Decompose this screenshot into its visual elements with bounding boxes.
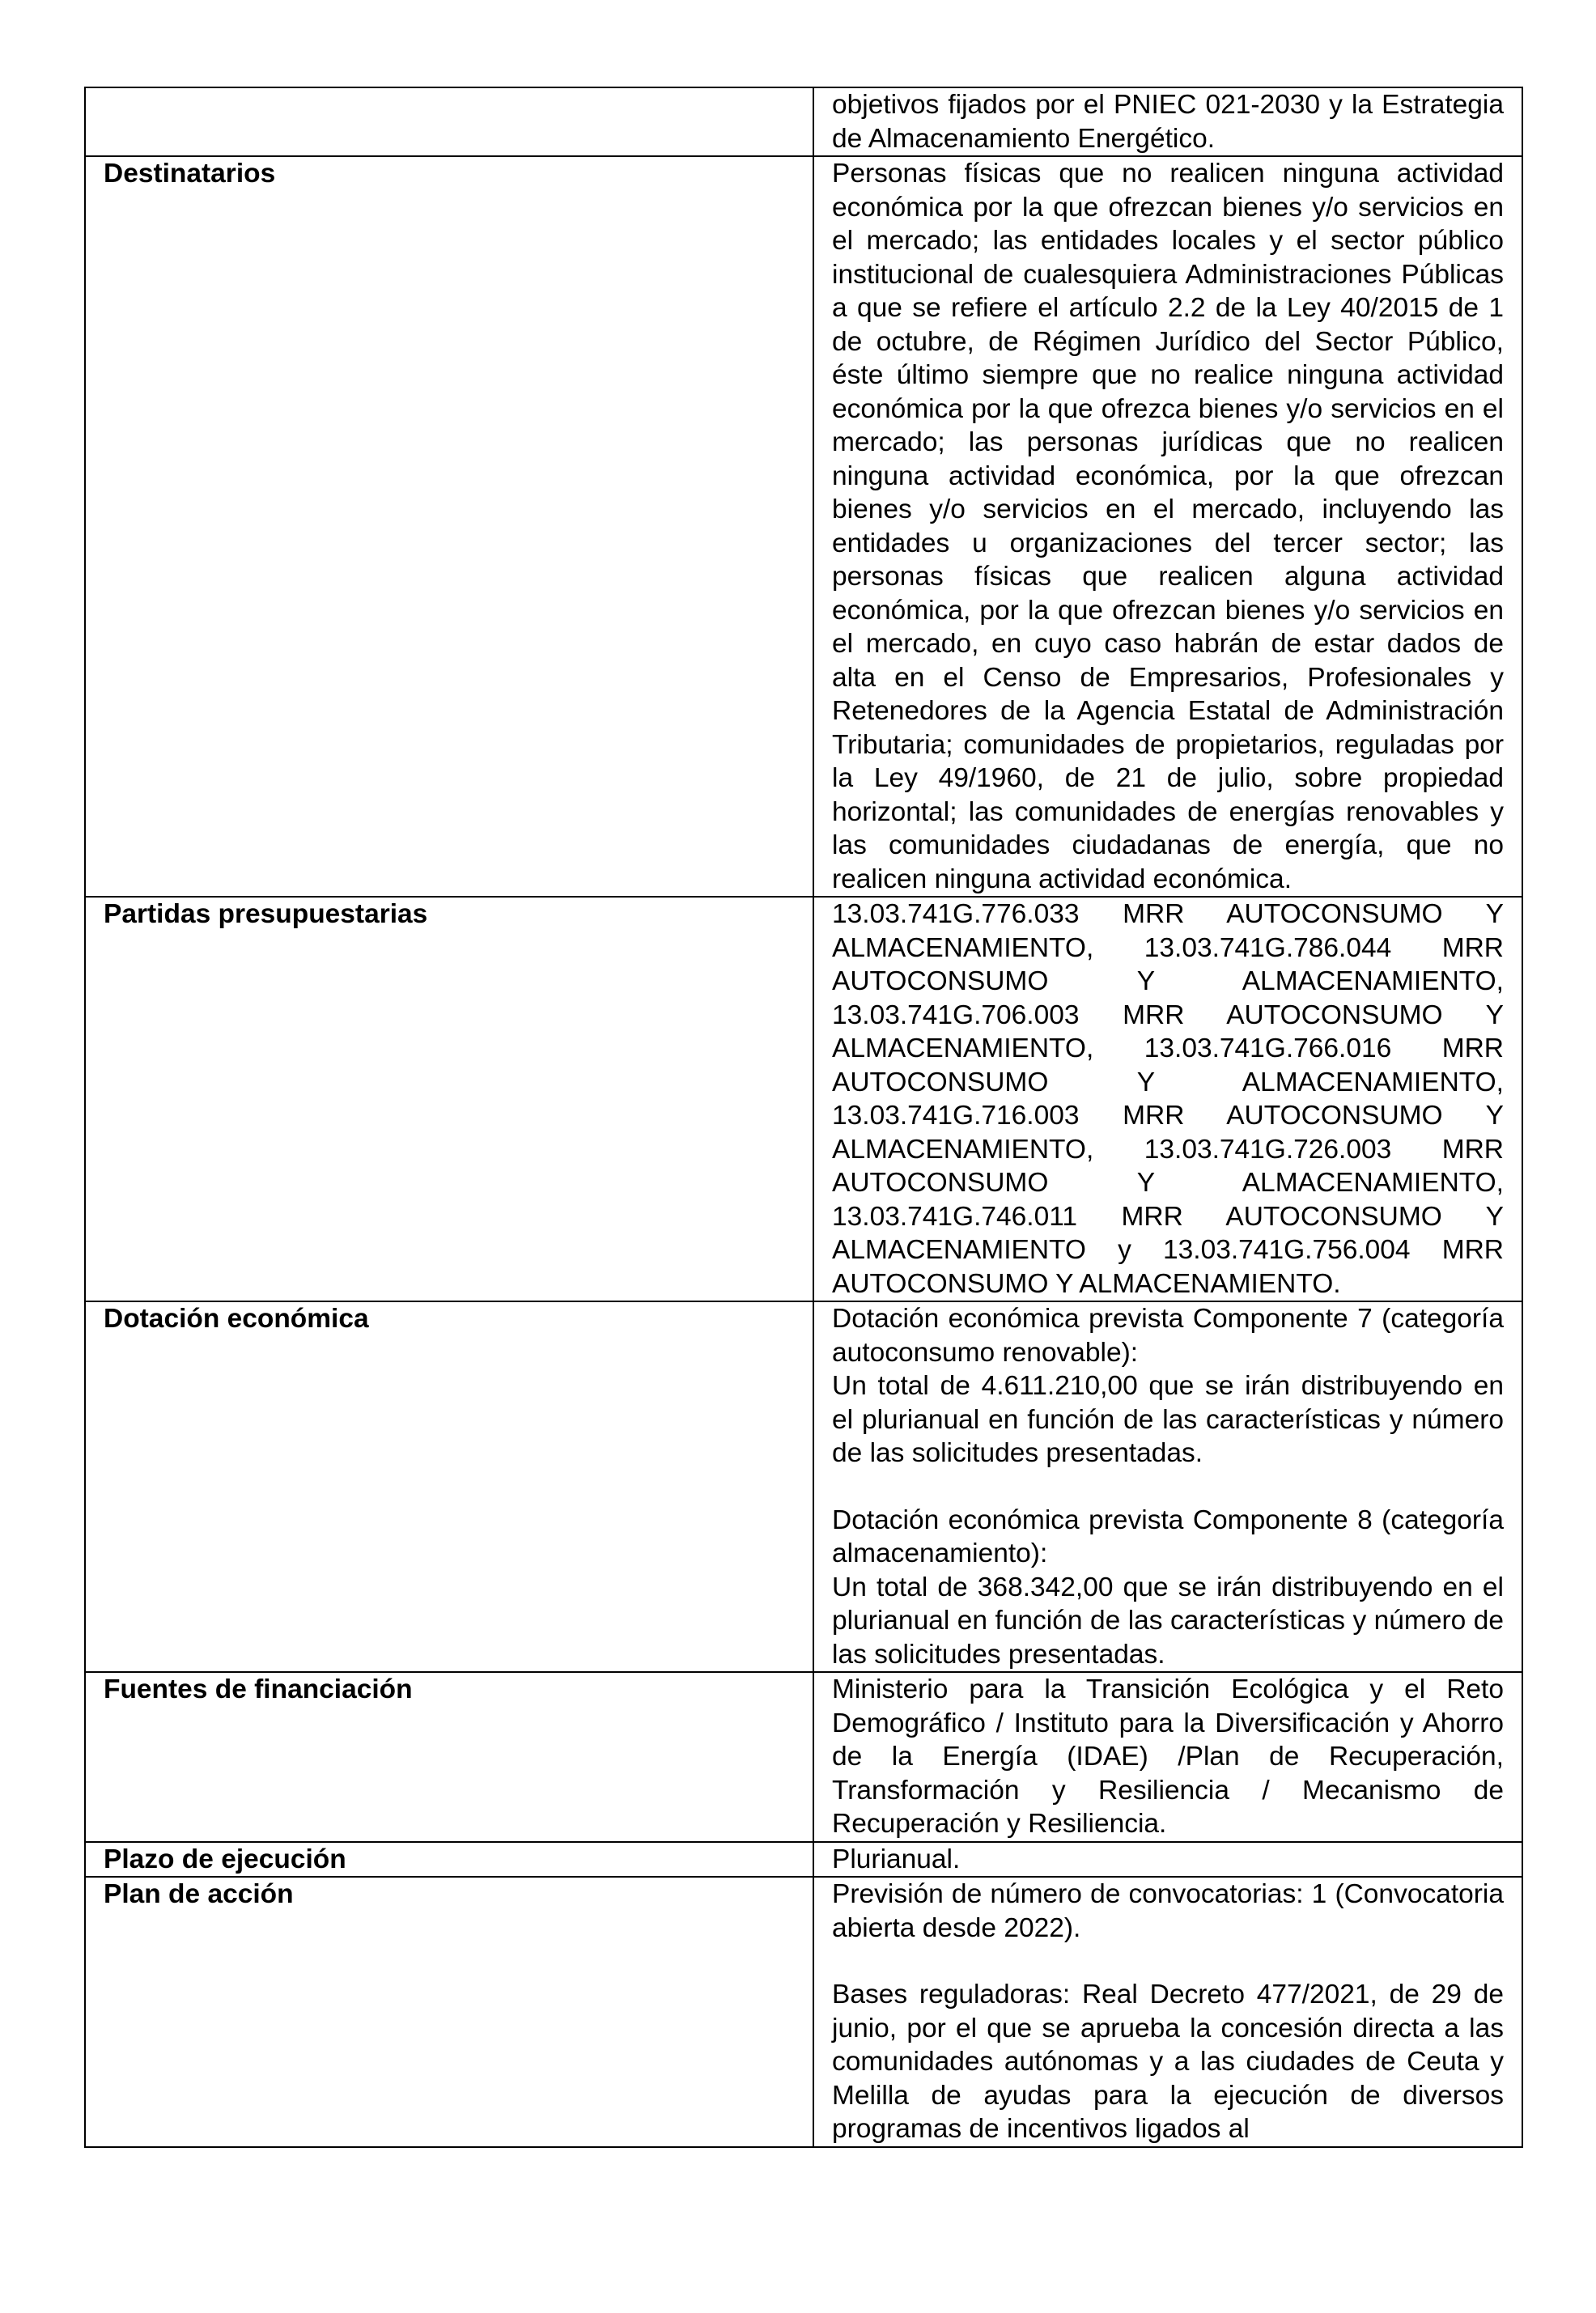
- row-value-cell: [813, 1301, 1522, 1672]
- row-label: Plan de acción: [104, 1879, 294, 1909]
- row-paragraph: Previsión de número de convocatorias: 1 (Convocatoria abierta desde 2022).: [832, 1879, 1504, 1943]
- table-row: [85, 897, 1522, 1301]
- row-paragraph: Bases reguladoras: Real Decreto 477/2021, de 29 de junio, por el que se aprueba la concesión directa a las comunidades autónomas y a las ciudades de Ceuta y Melilla de ayudas para la ejecución de diversos programas de incentivos ligados al: [832, 1980, 1504, 2144]
- table-row: [85, 1672, 1522, 1842]
- row-paragraph: Personas físicas que no realicen ninguna actividad económica por la que ofrezcan bienes y/o servicios en el mercado; las entidades locales y el sector público institucional de cualesquiera Administraciones Públicas a que se refiere el artículo 2.2 de la Ley 40/2015 de 1 de octubre, de Régimen Jurídico del Sector Público, éste último siempre que no realice ninguna actividad económica por la que ofrezca bienes y/o servicios en el mercado; las personas jurídicas que no realicen ninguna actividad económica, por la que ofrezcan bienes y/o servicios en el mercado, incluyendo las entidades u organizaciones del tercer sector; las personas físicas que realicen alguna actividad económica, por la que ofrezcan bienes y/o servicios en el mercado, en cuyo caso habrán de estar dados de alta en el Censo de Empresarios, Profesionales y Retenedores de la Agencia Estatal de Administración Tributaria; comunidades de propietarios, reguladas por la Ley 49/1960, de 21 de julio, sobre propiedad horizontal; las comunidades de energías renovables y las comunidades ciudadanas de energía, que no realicen ninguna actividad económica.: [832, 159, 1504, 894]
- row-paragraph: Un total de 368.342,00 que se irán distribuyendo en el plurianual en función de las características y número de las solicitudes presentadas.: [832, 1572, 1504, 1670]
- row-label: Destinatarios: [104, 159, 276, 189]
- row-label-cell: [85, 1877, 813, 2147]
- row-paragraph: Un total de 4.611.210,00 que se irán distribuyendo en el plurianual en función de las características y número de las solicitudes presentadas.: [832, 1371, 1504, 1468]
- row-label-cell: [85, 897, 813, 1301]
- row-label-cell: [85, 1672, 813, 1842]
- row-value-cell: [813, 1672, 1522, 1842]
- table-row: [85, 1301, 1522, 1672]
- row-paragraph: Dotación económica prevista Componente 8 (categoría almacenamiento):: [832, 1505, 1504, 1568]
- row-paragraph: Dotación económica prevista Componente 7 (categoría autoconsumo renovable):: [832, 1304, 1504, 1368]
- row-label-cell: [85, 1842, 813, 1878]
- row-paragraph: Plurianual.: [832, 1844, 961, 1874]
- row-value-cell: [813, 1877, 1522, 2147]
- row-value-cell: [813, 87, 1522, 156]
- row-label: Dotación económica: [104, 1304, 369, 1334]
- row-label: Fuentes de financiación: [104, 1674, 413, 1704]
- table-row: [85, 156, 1522, 897]
- table-row: [85, 1842, 1522, 1878]
- row-paragraph: Ministerio para la Transición Ecológica y el Reto Demográfico / Instituto para la Diversificación y Ahorro de la Energía (IDAE) /Plan de Recuperación, Transformación y Resiliencia / Mecanismo de Recuperación y Resiliencia.: [832, 1674, 1504, 1839]
- info-table: [84, 87, 1523, 2148]
- row-label: Plazo de ejecución: [104, 1844, 346, 1874]
- row-label-cell: [85, 1301, 813, 1672]
- row-label-cell: [85, 87, 813, 156]
- row-value-cell: [813, 156, 1522, 897]
- row-value-cell: [813, 1842, 1522, 1878]
- row-value-cell: [813, 897, 1522, 1301]
- row-label-cell: [85, 156, 813, 897]
- table-row: [85, 87, 1522, 156]
- row-paragraph: 13.03.741G.776.033 MRR AUTOCONSUMO Y ALMACENAMIENTO, 13.03.741G.786.044 MRR AUTOCONSUMO Y ALMACENAMIENTO, 13.03.741G.706.003 MRR AUTOCONSUMO Y ALMACENAMIENTO, 13.03.741G.766.016 MRR AUTOCONSUMO Y ALMACENAMIENTO, 13.03.741G.716.003 MRR AUTOCONSUMO Y ALMACENAMIENTO, 13.03.741G.726.003 MRR AUTOCONSUMO Y ALMACENAMIENTO, 13.03.741G.746.011 MRR AUTOCONSUMO Y ALMACENAMIENTO y 13.03.741G.756.004 MRR AUTOCONSUMO Y ALMACENAMIENTO.: [832, 899, 1504, 1299]
- row-paragraph: objetivos fijados por el PNIEC 021-2030 y la Estrategia de Almacenamiento Energético.: [832, 90, 1504, 154]
- row-label: Partidas presupuestarias: [104, 899, 428, 929]
- table-row: [85, 1877, 1522, 2147]
